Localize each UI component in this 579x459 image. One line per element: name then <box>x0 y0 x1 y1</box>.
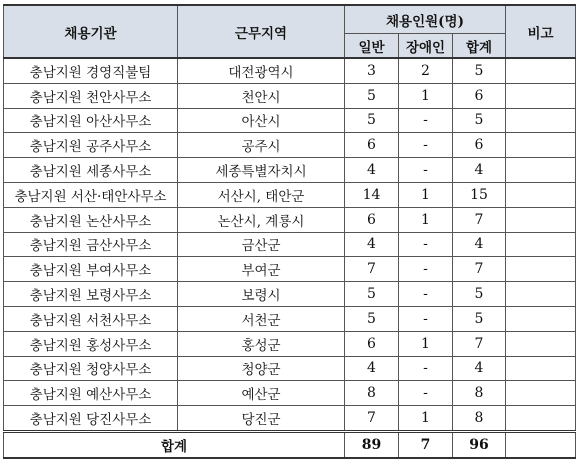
cell-note <box>506 356 576 381</box>
cell-note <box>506 182 576 207</box>
cell-general: 6 <box>345 331 399 356</box>
table-row <box>4 207 576 232</box>
cell-region: 천안시 <box>178 83 345 108</box>
cell-sum: 6 <box>453 133 506 158</box>
cell-sum: 4 <box>453 158 506 183</box>
cell-org: 충남지원 당진사무소 <box>4 406 178 432</box>
cell-sum: 15 <box>453 182 506 207</box>
cell-general: 5 <box>345 108 399 133</box>
cell-region: 부여군 <box>178 257 345 282</box>
cell-sum: 7 <box>453 331 506 356</box>
cell-region: 공주시 <box>178 133 345 158</box>
cell-region: 서천군 <box>178 306 345 331</box>
header-org: 채용기관 <box>4 5 178 58</box>
cell-region: 홍성군 <box>178 331 345 356</box>
cell-sum: 6 <box>453 83 506 108</box>
cell-org: 충남지원 논산사무소 <box>4 207 178 232</box>
header-hires: 채용인원(명) <box>345 5 506 34</box>
table-row <box>4 282 576 307</box>
cell-disabled: - <box>399 282 453 307</box>
cell-org: 충남지원 보령사무소 <box>4 282 178 307</box>
table-row <box>4 83 576 108</box>
table-row <box>4 331 576 356</box>
cell-org: 충남지원 세종사무소 <box>4 158 178 183</box>
table-row <box>4 58 576 83</box>
cell-disabled: 1 <box>399 83 453 108</box>
cell-sum: 5 <box>453 282 506 307</box>
cell-disabled: - <box>399 381 453 406</box>
cell-disabled: 1 <box>399 182 453 207</box>
cell-org: 충남지원 부여사무소 <box>4 257 178 282</box>
table-row <box>4 406 576 432</box>
cell-note <box>506 83 576 108</box>
table-row <box>4 306 576 331</box>
cell-note <box>506 158 576 183</box>
cell-region: 대전광역시 <box>178 58 345 83</box>
cell-sum: 8 <box>453 406 506 432</box>
cell-disabled: 2 <box>399 58 453 83</box>
table-row <box>4 133 576 158</box>
cell-general: 3 <box>345 58 399 83</box>
total-row <box>4 431 576 458</box>
cell-org: 충남지원 공주사무소 <box>4 133 178 158</box>
cell-disabled: - <box>399 356 453 381</box>
cell-general: 7 <box>345 406 399 432</box>
cell-org: 충남지원 예산사무소 <box>4 381 178 406</box>
cell-sum: 7 <box>453 207 506 232</box>
cell-note <box>506 381 576 406</box>
table-row <box>4 381 576 406</box>
header-note: 비고 <box>506 5 576 58</box>
cell-note <box>506 133 576 158</box>
cell-note <box>506 207 576 232</box>
cell-disabled: - <box>399 257 453 282</box>
header-disabled: 장애인 <box>399 34 453 59</box>
cell-disabled: 1 <box>399 331 453 356</box>
cell-sum: 7 <box>453 257 506 282</box>
cell-sum: 8 <box>453 381 506 406</box>
total-general: 89 <box>345 431 399 458</box>
cell-sum: 4 <box>453 232 506 257</box>
table-body <box>4 58 576 458</box>
table-row <box>4 257 576 282</box>
total-sum: 96 <box>453 431 506 458</box>
cell-note <box>506 406 576 432</box>
cell-note <box>506 331 576 356</box>
cell-note <box>506 306 576 331</box>
cell-org: 충남지원 홍성사무소 <box>4 331 178 356</box>
total-note <box>506 431 576 458</box>
cell-general: 4 <box>345 158 399 183</box>
total-disabled: 7 <box>399 431 453 458</box>
cell-general: 6 <box>345 207 399 232</box>
cell-note <box>506 58 576 83</box>
cell-general: 4 <box>345 232 399 257</box>
cell-disabled: - <box>399 133 453 158</box>
table-row <box>4 356 576 381</box>
table-row <box>4 158 576 183</box>
cell-disabled: - <box>399 306 453 331</box>
header-sum: 합계 <box>453 34 506 59</box>
hiring-table <box>3 4 576 459</box>
cell-general: 4 <box>345 356 399 381</box>
table-header <box>4 5 576 58</box>
header-region: 근무지역 <box>178 5 345 58</box>
cell-org: 충남지원 청양사무소 <box>4 356 178 381</box>
table-row <box>4 182 576 207</box>
cell-region: 세종특별자치시 <box>178 158 345 183</box>
cell-sum: 4 <box>453 356 506 381</box>
cell-disabled: - <box>399 158 453 183</box>
cell-sum: 5 <box>453 58 506 83</box>
cell-sum: 5 <box>453 306 506 331</box>
cell-note <box>506 282 576 307</box>
cell-region: 아산시 <box>178 108 345 133</box>
cell-org: 충남지원 금산사무소 <box>4 232 178 257</box>
header-general: 일반 <box>345 34 399 59</box>
total-label: 합계 <box>4 431 345 458</box>
cell-org: 충남지원 아산사무소 <box>4 108 178 133</box>
table-row <box>4 232 576 257</box>
cell-region: 예산군 <box>178 381 345 406</box>
cell-region: 당진군 <box>178 406 345 432</box>
cell-note <box>506 108 576 133</box>
cell-disabled: - <box>399 108 453 133</box>
cell-region: 보령시 <box>178 282 345 307</box>
cell-general: 5 <box>345 282 399 307</box>
table-row <box>4 108 576 133</box>
cell-org: 충남지원 경영직불팀 <box>4 58 178 83</box>
cell-general: 5 <box>345 83 399 108</box>
cell-org: 충남지원 서천사무소 <box>4 306 178 331</box>
cell-general: 14 <box>345 182 399 207</box>
cell-org: 충남지원 천안사무소 <box>4 83 178 108</box>
cell-general: 6 <box>345 133 399 158</box>
cell-org: 충남지원 서산·태안사무소 <box>4 182 178 207</box>
cell-general: 8 <box>345 381 399 406</box>
cell-disabled: 1 <box>399 406 453 432</box>
cell-disabled: - <box>399 232 453 257</box>
cell-note <box>506 257 576 282</box>
cell-region: 금산군 <box>178 232 345 257</box>
cell-region: 논산시, 계룡시 <box>178 207 345 232</box>
cell-general: 5 <box>345 306 399 331</box>
cell-sum: 5 <box>453 108 506 133</box>
cell-general: 7 <box>345 257 399 282</box>
cell-note <box>506 232 576 257</box>
cell-region: 서산시, 태안군 <box>178 182 345 207</box>
cell-region: 청양군 <box>178 356 345 381</box>
cell-disabled: 1 <box>399 207 453 232</box>
